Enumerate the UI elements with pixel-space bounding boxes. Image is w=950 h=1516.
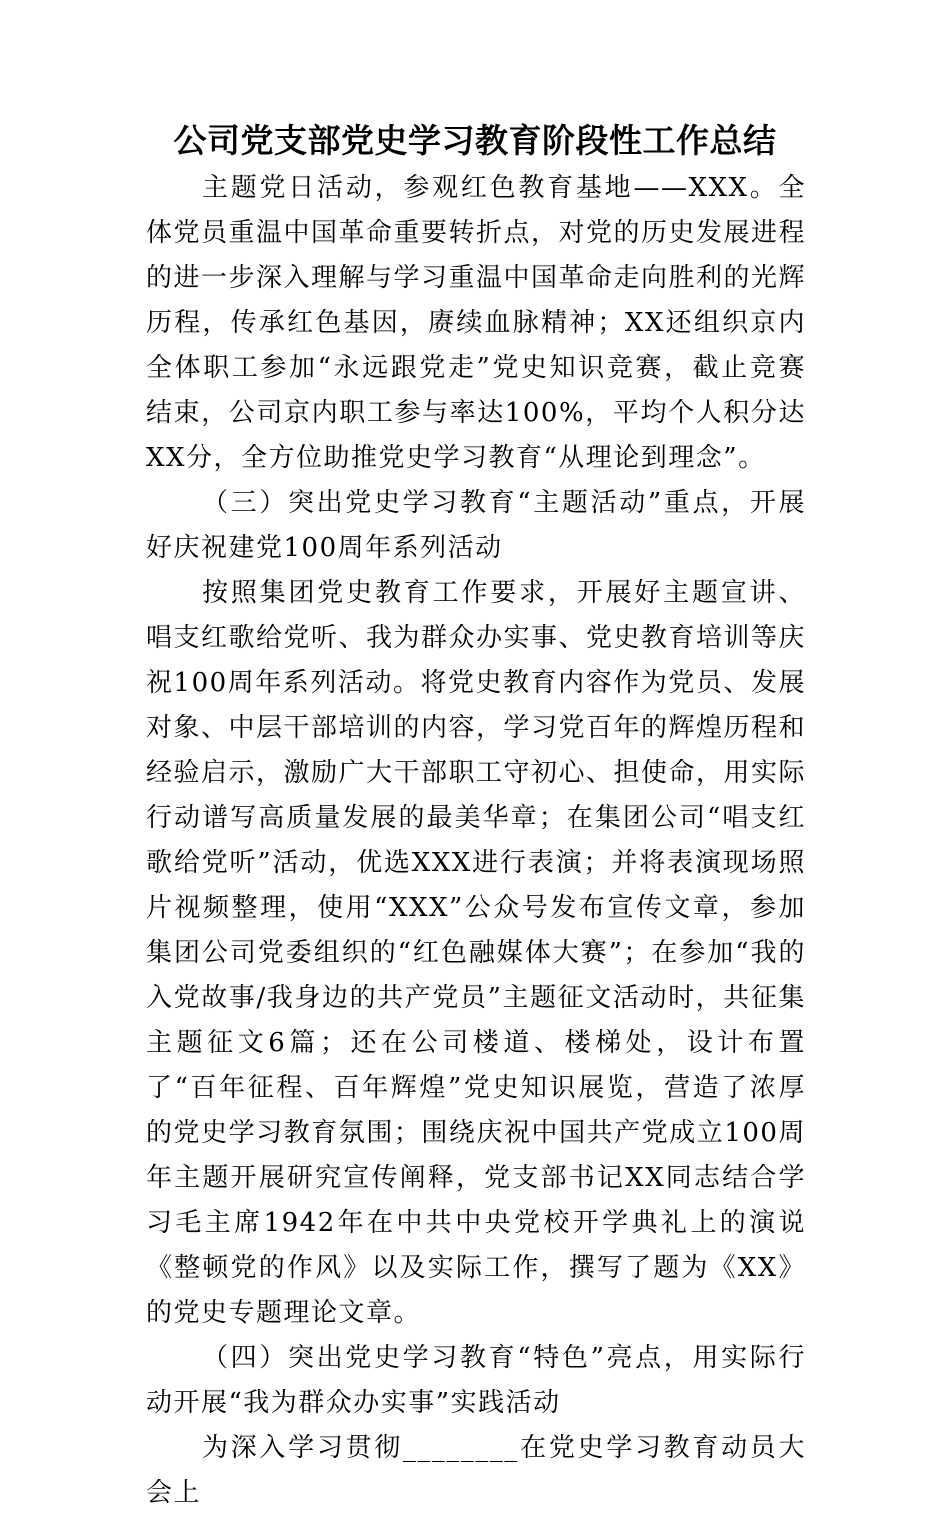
body-paragraph: 按照集团党史教育工作要求，开展好主题宣讲、唱支红歌给党听、我为群众办实事、党史教育培训等庆祝100周年系列活动。将党史教育内容作为党员、发展对象、中层干部培训的内容，学习党百年的辉煌历程和经验启示，激励广大干部职工守初心、担使命，用实际行动谱写高质量发展的最美华章；在集团公司“唱支红歌给党听”活动，优选XXX进行表演；并将表演现场照片视频整理，使用“XXX”公众号发布宣传文章，参加集团公司党委组织的“红色融媒体大赛”；在参加“我的入党故事/我身边的共产党员”主题征文活动时，共征集主题征文6篇；还在公司楼道、楼梯处，设计布置了“百年征程、百年辉煌”党史知识展览，营造了浓厚的党史学习教育氛围；围绕庆祝中国共产党成立100周年主题开展研究宣传阐释，党支部书记XX同志结合学习毛主席1942年在中共中央党校开学典礼上的演说《整顿党的作风》以及实际工作，撰写了题为《XX》的党史专题理论文章。 [146,578,807,1328]
section-heading-3: （三）突出党史学习教育“主题活动”重点，开展好庆祝建党100周年系列活动 [146,488,806,563]
document-title: 公司党支部党史学习教育阶段性工作总结 [173,121,777,160]
body-paragraph: 主题党日活动，参观红色教育基地——XXX。全体党员重温中国革命重要转折点，对党的历史发展进程的进一步深入理解与学习重温中国革命走向胜利的光辉历程，传承红色基因，赓续血脉精神；XX还组织京内全体职工参加“永远跟党走”党史知识竞赛，截止竞赛结束，公司京内职工参与率达100%，平均个人积分达XX分，全方位助推党史学习教育“从理论到理念”。 [146,173,807,473]
section-heading-4: （四）突出党史学习教育“特色”亮点，用实际行动开展“我为群众办实事”实践活动 [146,1343,806,1418]
document-body [146,166,806,1516]
body-paragraph: 为深入学习贯彻________在党史学习教育动员大会上 [146,1433,806,1508]
